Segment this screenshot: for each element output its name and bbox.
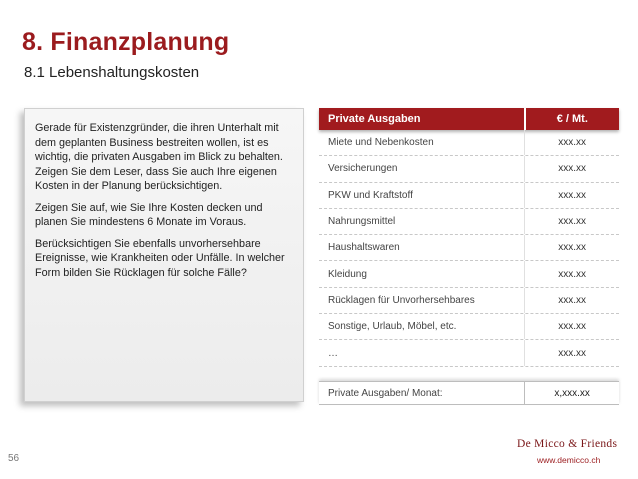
website-url: www.demicco.ch xyxy=(537,455,601,465)
header-value: € / Mt. xyxy=(524,108,619,130)
info-paragraph: Zeigen Sie auf, wie Sie Ihre Kosten decken und planen Sie mindestens 6 Monate im Voraus. xyxy=(35,201,263,228)
row-label: … xyxy=(328,347,338,359)
info-paragraph: Gerade für Existenzgründer, die ihren Unterhalt mit dem geplanten Business bestreiten wollen, ist es wichtig, die privaten Ausgaben im Blick zu behalten. Zeigen Sie dem Leser, dass Sie auch Ihre eigenen Kosten in der Planung berücksichtigen. xyxy=(35,122,283,192)
row-label: PKW und Kraftstoff xyxy=(328,189,413,201)
header-label: Private Ausgaben xyxy=(328,113,421,125)
row-label: Rücklagen für Unvorhersehbares xyxy=(328,294,475,306)
table-row xyxy=(319,288,619,314)
row-value: xxx.xx xyxy=(524,340,619,365)
expenses-table xyxy=(319,108,619,367)
table-row xyxy=(319,183,619,209)
row-label: Haushaltswaren xyxy=(328,242,400,254)
table-row xyxy=(319,340,619,366)
row-value: xxx.xx xyxy=(524,209,619,234)
row-value: xxx.xx xyxy=(524,314,619,339)
info-textbox xyxy=(24,108,304,402)
table-row xyxy=(319,235,619,261)
row-value: xxx.xx xyxy=(524,130,619,155)
info-paragraph: Berücksichtigen Sie ebenfalls unvorhersehbare Ereignisse, wie Krankheiten oder Unfälle. In welcher Form bilden Sie Rücklagen für solche Fälle? xyxy=(35,237,285,279)
row-label: Sonstige, Urlaub, Möbel, etc. xyxy=(328,321,457,333)
row-label: Nahrungsmittel xyxy=(328,216,396,228)
row-label: Miete und Nebenkosten xyxy=(328,137,434,149)
table-row xyxy=(319,156,619,182)
company-logo: De Micco & Friends xyxy=(517,438,618,450)
table-row xyxy=(319,314,619,340)
row-value: xxx.xx xyxy=(524,288,619,313)
row-value: xxx.xx xyxy=(524,156,619,181)
table-row xyxy=(319,130,619,156)
table-header-row xyxy=(319,108,619,130)
table-row xyxy=(319,261,619,287)
row-value: xxx.xx xyxy=(524,183,619,208)
total-value: x,xxx.xx xyxy=(524,382,619,404)
row-value: xxx.xx xyxy=(524,235,619,260)
slide-title: 8. Finanzplanung xyxy=(22,28,230,56)
slide-subtitle: 8.1 Lebenshaltungskosten xyxy=(24,64,200,81)
total-label: Private Ausgaben/ Monat: xyxy=(328,387,443,399)
row-label: Kleidung xyxy=(328,268,367,280)
page-number: 56 xyxy=(8,453,20,464)
table-row xyxy=(319,209,619,235)
row-value: xxx.xx xyxy=(524,261,619,286)
table-total-row xyxy=(319,381,619,405)
row-label: Versicherungen xyxy=(328,163,398,175)
